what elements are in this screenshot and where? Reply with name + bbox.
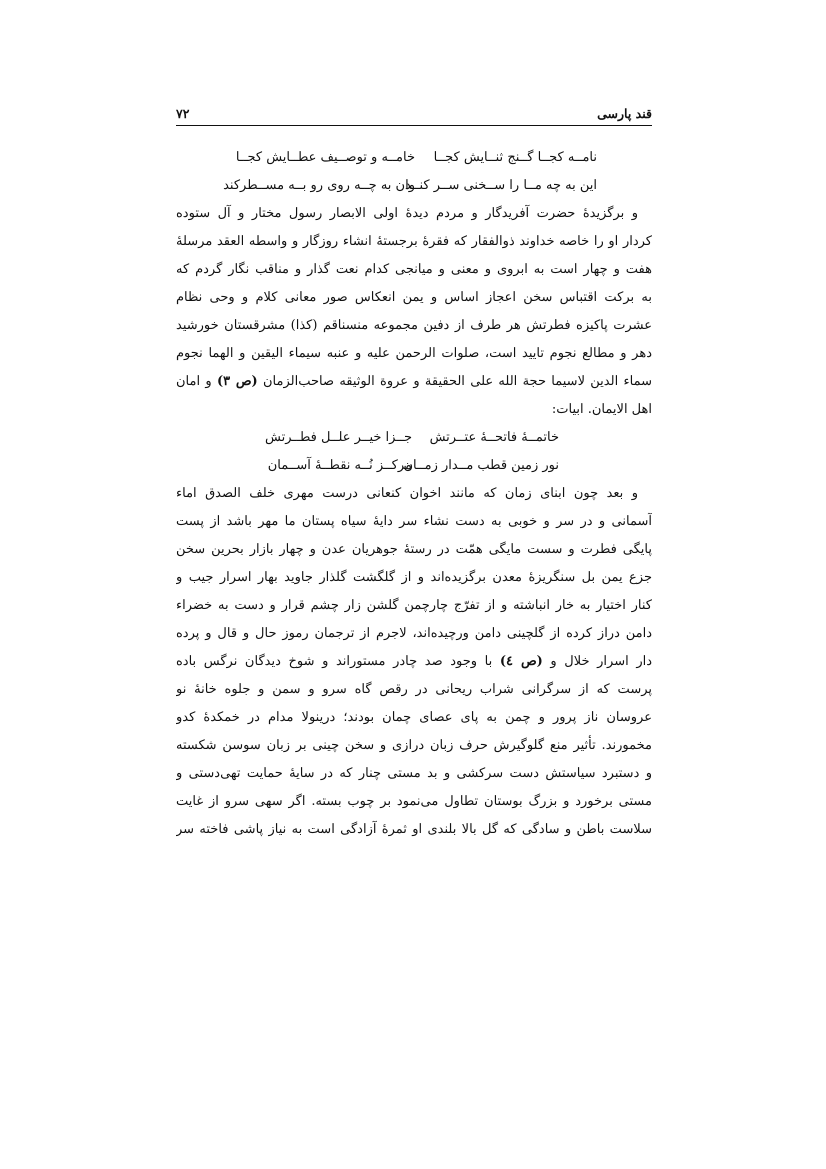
text-segment: دار اسرار خلال و: [542, 654, 652, 669]
text-line: دامن دراز کرده از گلچینی دامن ورچیده‌اند، لاجرم از ترجمان رموز حال و قال و پرده: [176, 626, 652, 641]
header-rule: [176, 125, 652, 126]
couplet: [176, 424, 652, 452]
text-line: اهل الایمان. ابیات:: [551, 402, 652, 417]
text-line: [176, 368, 652, 396]
running-header: [176, 102, 652, 124]
text-line: [176, 648, 652, 676]
text-line: کنار اختیار به خار انباشته و از تفرّج چارچمن گلشن زار چشم قرار و دست به خضراء: [176, 598, 652, 613]
body-text: [176, 144, 652, 844]
text-line: و دستبرد سیاستش دست سرکشی و بد مستی چنار که در سایۀ حمایت تهی‌دستی و: [176, 766, 652, 781]
page-reference: (ص ٤): [499, 654, 543, 669]
page-reference: (ص ۳): [216, 374, 258, 389]
couplet: [176, 144, 652, 172]
text-line: کردار او را خاصه خداوند ذوالفقار که فقرۀ برجستۀ انشاء روزگار و واسطه العقد مرسلۀ: [176, 234, 652, 249]
text-line: عشرت پاکیزه فطرتش هر طرف از دفین مجموعه منسناقم (کذا) مشرقستان خورشید: [176, 318, 652, 333]
hemistich: نامــه کجــا گــنج ثنــایش کجــا: [433, 150, 597, 165]
text-line: هفت و چهار است به ابروی و معنی و میانجی کدام نعت گذار و مناقب نگار گردم که: [176, 262, 652, 277]
text-line: پایگی فطرت و سست مایگی همّت در رستۀ جوهریان عدن و چهار بازار بحرین سخن: [176, 542, 652, 557]
text-segment: و امان: [176, 374, 217, 389]
text-line: مستی برخورد و بزرگ بوستان تطاول می‌نمود بر چوب بسته. اگر سهی سرو از غایت: [176, 794, 652, 809]
text-line: سلاست باطن و سادگی که گل بالا بلندی او ثمرۀ آزادگی است به نیاز پاشی فاخته سر: [176, 822, 652, 837]
hemistich: مرکــز نُــه نقطــۀ آســمان: [267, 458, 412, 473]
text-segment: سماء الدین لاسیما حجة الله علی الحقیقة و عروة الوثیقه صاحب‌الزمان: [257, 374, 652, 389]
couplet: [176, 452, 652, 480]
text-line: به برکت اقتباس سخن اعجاز اساس و یمن انعکاس صور معانی کلام و وحی نظام: [176, 290, 652, 305]
journal-title: قند پارسی: [597, 106, 652, 121]
hemistich: خامــه و توصــیف عطــایش کجــا: [235, 150, 415, 165]
couplet: [176, 172, 652, 200]
paragraph-2: [176, 480, 652, 844]
hemistich: نور زمین قطب مــدار زمــان: [403, 458, 559, 473]
hemistich: خاتمــۀ فاتحــۀ عتــرتش: [429, 430, 559, 445]
hemistich: این به چه مــا را ســخنی ســر کنــد: [405, 178, 597, 193]
text-line: و برگزیدۀ حضرت آفریدگار و مردم دیدۀ اولی الابصار رسول مختار و آل ستوده: [176, 206, 638, 221]
poem-block-2: [176, 424, 652, 480]
text-line: عروسان ناز پرور و چمن به پای عصای چمان بودند؛ درینولا مدام در خمکدۀ کدو: [176, 710, 652, 725]
text-line: جزع یمن بل سنگریزۀ معدن برگزیده‌اند و از گلگشت گلذار جاوید بهار اسرار جیب و: [176, 570, 652, 585]
text-segment: با وجود صد چادر مستوراند و شوخ دیدگان نرگس باده: [176, 654, 500, 669]
text-line: پرست که از سرگرانی شراب ریحانی در رقص گاه سرو و سمن و جلوه خانۀ نو: [176, 682, 652, 697]
hemistich: جــزا خیــر علــل فطــرتش: [265, 430, 412, 445]
poem-block-1: [176, 144, 652, 200]
text-line: آسمانی و در سر و خوبی به دست نشاء سر دایۀ سیاه پستان ما مهر باشد از پست: [176, 514, 652, 529]
page-number: ۷۲: [176, 106, 190, 121]
paragraph-1: [176, 200, 652, 424]
hemistich: وان به چــه روی رو بــه مســطرکند: [223, 178, 415, 193]
text-line: دهر و مطالع نجوم تایید است، صلوات الرحمن علیه و عنبه سیماء الیقین و الهما نجوم: [176, 346, 652, 361]
text-line: و بعد چون ابنای زمان که مانند اخوان کنعانی درست مهری خلف الصدق اماء: [176, 486, 638, 501]
text-line: مخمورند. تأثیر منع گلوگیرش حرف زبان درازی و سخن چینی بر زبان سوسن شکسته: [176, 738, 652, 753]
